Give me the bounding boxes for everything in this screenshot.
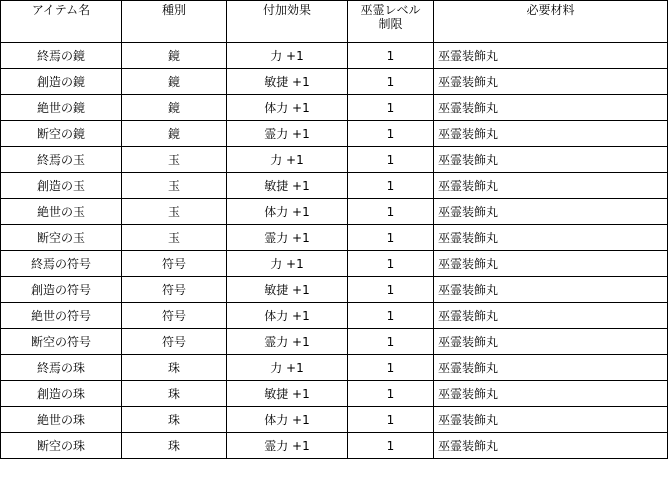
table-row [1, 225, 668, 251]
cell-material: 巫霊装飾丸 [434, 173, 668, 199]
header-row [1, 1, 668, 43]
cell-type: 符号 [122, 303, 227, 329]
cell-level-limit: 1 [348, 43, 434, 69]
header-item-name: アイテム名 [1, 1, 122, 43]
cell-level-limit: 1 [348, 173, 434, 199]
cell-effect: 体力 +1 [227, 303, 348, 329]
cell-effect: 敏捷 +1 [227, 173, 348, 199]
cell-type: 鏡 [122, 121, 227, 147]
cell-effect: 霊力 +1 [227, 329, 348, 355]
cell-effect: 霊力 +1 [227, 433, 348, 459]
cell-level-limit: 1 [348, 121, 434, 147]
cell-type: 鏡 [122, 95, 227, 121]
cell-item-name: 創造の符号 [1, 277, 122, 303]
cell-item-name: 断空の珠 [1, 433, 122, 459]
table-row [1, 43, 668, 69]
table-row [1, 199, 668, 225]
cell-item-name: 絶世の玉 [1, 199, 122, 225]
cell-level-limit: 1 [348, 433, 434, 459]
cell-item-name: 終焉の鏡 [1, 43, 122, 69]
cell-item-name: 創造の珠 [1, 381, 122, 407]
cell-effect: 霊力 +1 [227, 121, 348, 147]
header-type: 種別 [122, 1, 227, 43]
cell-level-limit: 1 [348, 147, 434, 173]
header-effect: 付加効果 [227, 1, 348, 43]
cell-material: 巫霊装飾丸 [434, 381, 668, 407]
cell-type: 珠 [122, 355, 227, 381]
cell-level-limit: 1 [348, 225, 434, 251]
cell-type: 鏡 [122, 69, 227, 95]
header-level-line2: 制限 [378, 17, 403, 31]
cell-item-name: 創造の玉 [1, 173, 122, 199]
cell-item-name: 終焉の珠 [1, 355, 122, 381]
cell-item-name: 終焉の符号 [1, 251, 122, 277]
cell-level-limit: 1 [348, 329, 434, 355]
table-row [1, 355, 668, 381]
table-row [1, 303, 668, 329]
cell-type: 符号 [122, 251, 227, 277]
header-material: 必要材料 [434, 1, 668, 43]
cell-type: 珠 [122, 381, 227, 407]
cell-material: 巫霊装飾丸 [434, 251, 668, 277]
cell-effect: 敏捷 +1 [227, 277, 348, 303]
cell-level-limit: 1 [348, 251, 434, 277]
table-row [1, 329, 668, 355]
cell-type: 符号 [122, 277, 227, 303]
cell-level-limit: 1 [348, 355, 434, 381]
table-row [1, 277, 668, 303]
table-row [1, 173, 668, 199]
cell-effect: 体力 +1 [227, 407, 348, 433]
cell-effect: 体力 +1 [227, 95, 348, 121]
cell-material: 巫霊装飾丸 [434, 95, 668, 121]
table-row [1, 251, 668, 277]
cell-level-limit: 1 [348, 407, 434, 433]
cell-type: 玉 [122, 225, 227, 251]
cell-effect: 体力 +1 [227, 199, 348, 225]
cell-item-name: 絶世の珠 [1, 407, 122, 433]
cell-effect: 力 +1 [227, 355, 348, 381]
table-header [1, 1, 668, 43]
table-row [1, 433, 668, 459]
cell-level-limit: 1 [348, 69, 434, 95]
cell-item-name: 断空の玉 [1, 225, 122, 251]
cell-item-name: 絶世の符号 [1, 303, 122, 329]
cell-item-name: 創造の鏡 [1, 69, 122, 95]
cell-type: 玉 [122, 147, 227, 173]
cell-material: 巫霊装飾丸 [434, 355, 668, 381]
cell-type: 珠 [122, 407, 227, 433]
cell-effect: 霊力 +1 [227, 225, 348, 251]
cell-effect: 力 +1 [227, 251, 348, 277]
table-row [1, 381, 668, 407]
table-row [1, 407, 668, 433]
cell-material: 巫霊装飾丸 [434, 199, 668, 225]
cell-type: 珠 [122, 433, 227, 459]
cell-material: 巫霊装飾丸 [434, 433, 668, 459]
table-row [1, 95, 668, 121]
header-level-limit [348, 1, 434, 43]
cell-material: 巫霊装飾丸 [434, 407, 668, 433]
cell-item-name: 絶世の鏡 [1, 95, 122, 121]
cell-material: 巫霊装飾丸 [434, 121, 668, 147]
cell-material: 巫霊装飾丸 [434, 303, 668, 329]
cell-level-limit: 1 [348, 95, 434, 121]
cell-effect: 敏捷 +1 [227, 69, 348, 95]
cell-level-limit: 1 [348, 303, 434, 329]
table-row [1, 147, 668, 173]
table-row [1, 69, 668, 95]
cell-type: 鏡 [122, 43, 227, 69]
cell-material: 巫霊装飾丸 [434, 329, 668, 355]
cell-type: 玉 [122, 199, 227, 225]
cell-material: 巫霊装飾丸 [434, 277, 668, 303]
cell-type: 符号 [122, 329, 227, 355]
cell-item-name: 断空の鏡 [1, 121, 122, 147]
table-body [1, 43, 668, 459]
cell-item-name: 断空の符号 [1, 329, 122, 355]
cell-material: 巫霊装飾丸 [434, 69, 668, 95]
cell-type: 玉 [122, 173, 227, 199]
cell-effect: 力 +1 [227, 147, 348, 173]
cell-effect: 力 +1 [227, 43, 348, 69]
cell-level-limit: 1 [348, 277, 434, 303]
cell-item-name: 終焉の玉 [1, 147, 122, 173]
table-row [1, 121, 668, 147]
header-level-line1: 巫霊レベル [360, 3, 421, 17]
cell-level-limit: 1 [348, 199, 434, 225]
cell-material: 巫霊装飾丸 [434, 225, 668, 251]
cell-material: 巫霊装飾丸 [434, 147, 668, 173]
cell-material: 巫霊装飾丸 [434, 43, 668, 69]
cell-level-limit: 1 [348, 381, 434, 407]
cell-effect: 敏捷 +1 [227, 381, 348, 407]
